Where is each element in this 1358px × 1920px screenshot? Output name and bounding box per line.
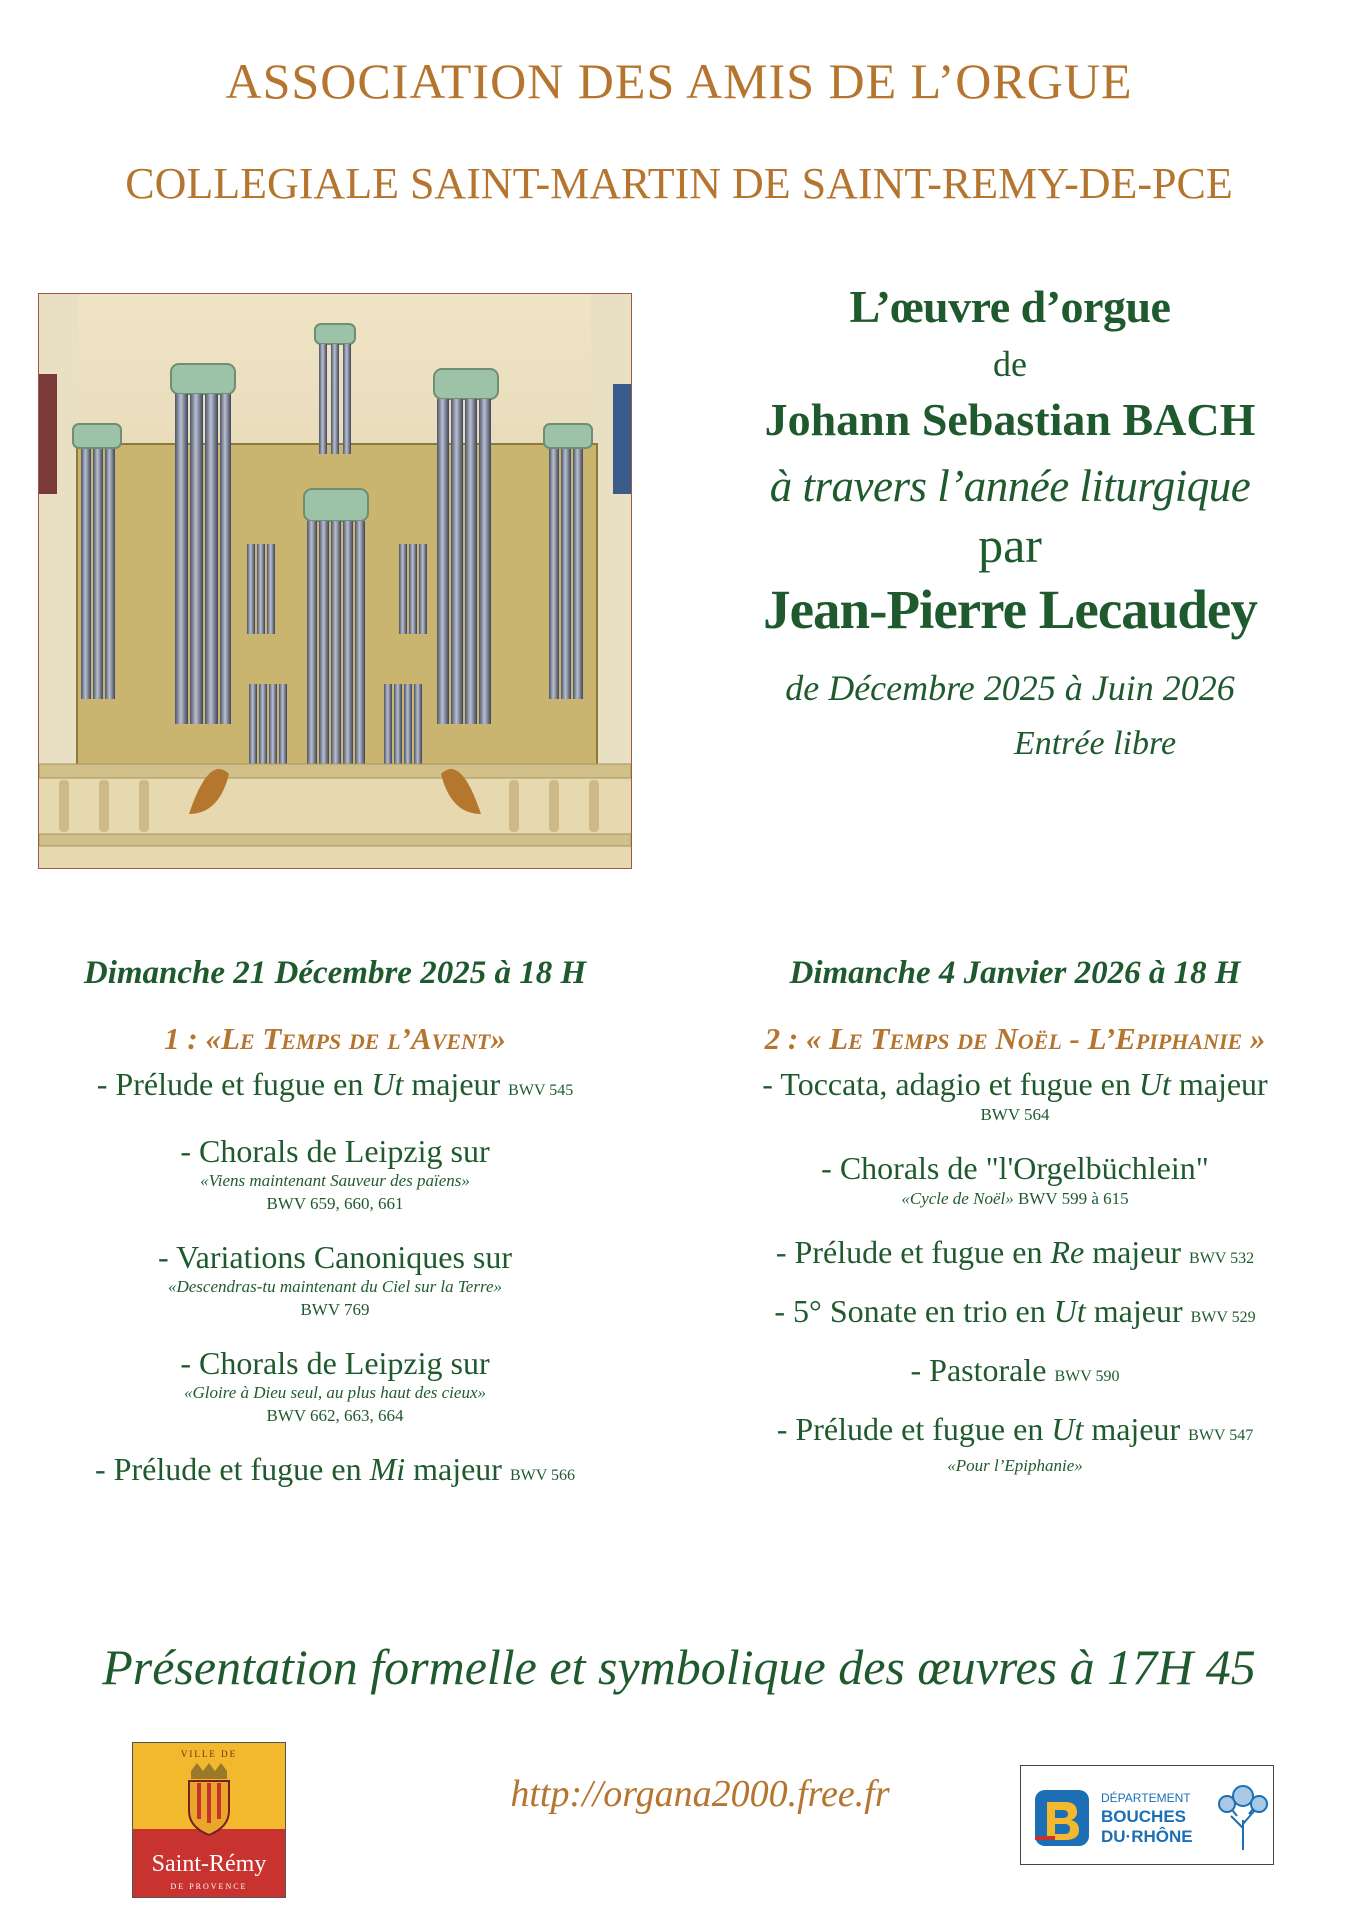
concert-date: Dimanche 4 Janvier 2026 à 18 H	[789, 955, 1241, 991]
organ-photo	[38, 293, 632, 869]
piece: - Prélude et fugue en Ut majeur BWV 545	[96, 1066, 574, 1102]
piece: - Prélude et fugue en Re majeur BWV 532	[775, 1234, 1255, 1270]
piece: - Prélude et fugue en Mi majeur BWV 566	[95, 1451, 575, 1487]
piece-bwv: BWV 564	[980, 1105, 1050, 1124]
series-dates: de Décembre 2025 à Juin 2026	[785, 668, 1235, 708]
logo-right-line2: BOUCHES	[1101, 1807, 1187, 1826]
header-title: ASSOCIATION DES AMIS DE L’ORGUE	[225, 53, 1133, 109]
website-link[interactable]: http://organa2000.free.fr	[510, 1773, 890, 1815]
piece: - Toccata, adagio et fugue en Ut majeur	[762, 1066, 1268, 1102]
piece: - Chorals de Leipzig sur	[180, 1345, 490, 1381]
piece: - Prélude et fugue en Ut majeur BWV 547	[776, 1411, 1254, 1447]
logo-left-bottom: DE PROVENCE	[170, 1882, 248, 1891]
tree-icon	[1219, 1786, 1267, 1850]
departement-logo	[1020, 1765, 1274, 1865]
header-subtitle: COLLEGIALE SAINT-MARTIN DE SAINT-REMY-DE-PCE	[125, 159, 1233, 208]
piece-subtitle: «Viens maintenant Sauveur des païens»	[200, 1171, 470, 1190]
piece-subtitle: «Descendras-tu maintenant du Ciel sur la Terre»	[167, 1277, 502, 1296]
logo-left-name: Saint-Rémy	[151, 1851, 267, 1877]
piece-subtitle: «Gloire à Dieu seul, au plus haut des cieux»	[183, 1383, 486, 1402]
logo-right-line3: DU·RHÔNE	[1101, 1827, 1193, 1846]
intro-theme: à travers l’année liturgique	[769, 461, 1251, 511]
intro-de: de	[993, 344, 1027, 384]
intro-block	[660, 280, 1358, 763]
piece: - Pastorale BWV 590	[910, 1352, 1120, 1388]
logo-left-top: VILLE DE	[180, 1749, 238, 1759]
presentation-note: Présentation formelle et symbolique des œuvres à 17H 45	[102, 1639, 1256, 1695]
performer-name: Jean-Pierre Lecaudey	[763, 579, 1257, 640]
composer-name: Johann Sebastian BACH	[764, 394, 1256, 445]
concert-theme: 1 : «Le Temps de l’Avent»	[164, 1021, 506, 1056]
piece-bwv: BWV 662, 663, 664	[266, 1406, 404, 1425]
piece: - Chorals de Leipzig sur	[180, 1133, 490, 1169]
entry-note: Entrée libre	[1013, 725, 1177, 762]
concert-theme: 2 : « Le Temps de Noël - L’Epiphanie »	[764, 1021, 1266, 1056]
piece-bwv: BWV 659, 660, 661	[266, 1194, 404, 1213]
intro-par: par	[978, 517, 1042, 573]
piece-bwv: BWV 769	[300, 1300, 370, 1319]
work-title: L’œuvre d’orgue	[849, 281, 1171, 332]
logo-right-line1: DÉPARTEMENT	[1101, 1791, 1191, 1805]
piece-subtitle: «Pour l’Epiphanie»	[947, 1456, 1083, 1475]
piece-subtitle: «Cycle de Noël» BWV 599 à 615	[901, 1189, 1129, 1208]
piece: - 5° Sonate en trio en Ut majeur BWV 529	[774, 1293, 1256, 1329]
concert-1	[25, 955, 645, 1495]
concert-date: Dimanche 21 Décembre 2025 à 18 H	[83, 955, 587, 991]
piece: - Variations Canoniques sur	[157, 1239, 513, 1275]
saint-remy-logo	[132, 1742, 286, 1898]
concert-2	[705, 955, 1325, 1477]
piece: - Chorals de "l'Orgelbüchlein"	[821, 1150, 1209, 1186]
